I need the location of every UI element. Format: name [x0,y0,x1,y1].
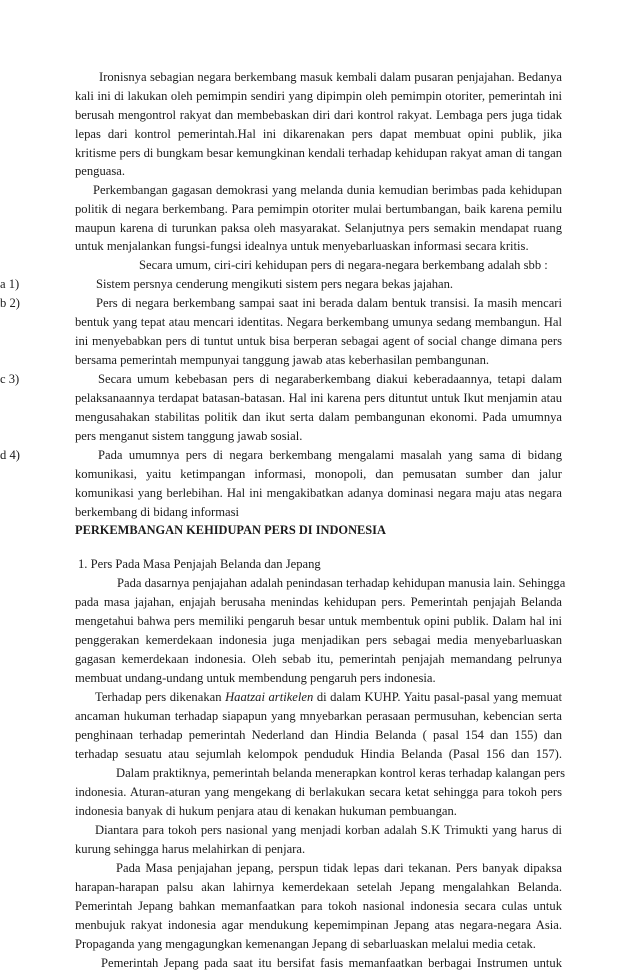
paragraph-line: ancaman hukuman terhadap siapapun yang mnyebarkan perasaan permusuhan, kebencian serta [75,709,562,723]
paragraph-line: penguasa. [75,164,126,178]
list-item-line: bersama pemerintah mempunyai tanggung jawab atas keberhasilan pembangunan. [75,353,490,367]
list-marker-a: a 1) [0,277,20,291]
italic-term: Haatzai artikelen [225,690,314,704]
paragraph-line: kritisme pers di bungkam besar kemungkinan kendali terhadap kehidupan rakyat aman di tangan [75,146,562,160]
paragraph-line: mengetahui bahwa pers memiliki pengaruh besar untuk membentuk opini publik. Dalam hal ini [75,614,562,628]
paragraph-line: lepas dari kontrol pemerintah.Hal ini dikarenakan pers dapat membuat opini publik, jika [75,127,562,141]
list-item-line: Pada umumnya pers di negara berkembang mengalami masalah yang sama di bidang [98,448,562,462]
paragraph-line: harapan-harapan palsu akan lahirnya kemerdekaan setelah Jepang mengalahkan Belanda. [75,880,562,894]
list-item-line: Pers di negara berkembang sampai saat ini berada dalam bentuk transisi. Ia masih mencari [96,296,562,310]
list-item-line: komunikasi yang berlebihan. Hal ini mengakibatkan adanya dominasi negara maju atas negara [75,486,562,500]
list-item-line: ini menyebabkan pers di tuntut untuk bisa berperan sebagai agent of social change dimana pers [75,334,562,348]
paragraph-line: politik di negara berkembang. Para pemimpin otoriter mulai bertumbangan, baik karena pemilu [75,202,562,216]
list-item-line: mengusahakan stabilitas politik dan ikut serta dalam pembangunan ekonomi. Pada umumnya [75,410,562,424]
text-segment: di dalam KUHP. Yaitu pasal-pasal yang memuat [313,690,562,704]
paragraph-line: Dalam praktiknya, pemerintah belanda menerapkan kontrol keras terhadap kalangan pers [116,766,565,780]
list-marker-b: b 2) [0,296,20,310]
paragraph-line: indonesia. Aturan-aturan yang mengekang di berlakukan secara ketat sehingga para tokoh pers [75,785,562,799]
paragraph-line: kali ini di lakukan oleh pemimpin sendiri yang dipimpin oleh pemimpin otoriter, pemerintah ini [75,89,562,103]
paragraph-line: pada masa jajahan, enjajah berusaha menindas kehidupan pers. Pemerintah penjajah Belanda [75,595,562,609]
paragraph-line: Pemerintah Jepang bahkan memanfaatkan para tokoh nasional indonesia secara culas untuk [75,899,562,913]
paragraph-line: gagasan kemerdekaan indonesia. Oleh sebab itu, pemerintah penjajah memandang pelrunya [75,652,562,666]
paragraph-line: menbujuk rakyat indonesia agar mendukung kepemimpinan Jepang atas negara-negara Asia. [75,918,562,932]
paragraph-line: Pada dasarnya penjajahan adalah penindasan terhadap kehidupan manusia lain. Sehingga [117,576,566,590]
paragraph-line: terhadap sesuatu atau sejumlah kelompok penduduk Hindia Belanda (Pasal 156 dan 157). [75,747,562,761]
paragraph-line: kurung sehingga harus melahirkan di penjara. [75,842,306,856]
list-item-line: berkembang di bidang informasi [75,505,240,519]
list-marker-c: c 3) [0,372,20,386]
text-segment: Terhadap pers dikenakan [95,690,226,704]
paragraph-line: Perkembangan gagasan demokrasi yang melanda dunia kemudian berimbas pada kehidupan [93,183,562,197]
paragraph-line: penghinaan terhadap pemerintah Nederland dan Hindia Belanda ( pasal 154 dan 155) dan [75,728,562,742]
paragraph-line: Diantara para tokoh pers nasional yang menjadi korban adalah S.K Trimukti yang harus di [95,823,562,837]
list-marker-d: d 4) [0,448,20,462]
paragraph-line: Pemerintah Jepang pada saat itu bersifat fasis memanfaatkan berbagai Instrumen untuk [101,956,562,970]
list-item-line: bentuk yang tepat atau mencari identitas. Negara berkembang umunya sedang membangun. Hal [75,315,562,329]
list-item-line: pelaksanaannya terdapat batasan-batasan. Hal ini karena pers dituntut untuk Ikut menjamin atau [75,391,562,405]
subsection-heading: 1. Pers Pada Masa Penjajah Belanda dan Jepang [78,557,321,571]
paragraph-line [75,688,562,706]
paragraph-line: penggerakan kemerdekaan indonesia juga menjadikan pers sebagai media menyebarluaskan [75,633,562,647]
list-item-line: komunikasi, yaitu ketimpangan informasi, monopoli, dan pemusatan sumber dan jalur [75,467,562,481]
paragraph-line: Pada Masa penjajahan jepang, perspun tidak lepas dari tekanan. Pers banyak dipaksa [116,861,562,875]
paragraph-line: membuat undang-undang untuk membendung pengaruh pers indonesia. [75,671,436,685]
list-item-line: pers menganut sistem tanggung jawab sosial. [75,429,303,443]
paragraph-line: maupun karena di turunkan paksa oleh masyarakat. Selanjutnya pers semakin mendapat ruang [75,221,562,235]
paragraph-line: Ironisnya sebagian negara berkembang masuk kembali dalam pusaran penjajahan. Bedanya [99,70,562,84]
paragraph-line: berusah mengontrol rakyat dan membebaskan diri dari kontrol rakyat. Lembaga pers juga tidak [75,108,562,122]
paragraph-line: untuk menjalankan fungsi-fungsi idealnya untuk menyebarluaskan informasi secara kritis. [75,239,529,253]
list-item-line: Secara umum kebebasan pers di negaraberkembang diakui keberadaannya, tetapi dalam [98,372,562,386]
section-heading: PERKEMBANGAN KEHIDUPAN PERS DI INDONESIA [75,523,386,537]
paragraph-line: Propaganda yang mengagungkan kemenangan Jepang di sebarluaskan melalui media cetak. [75,937,536,951]
paragraph-line: Secara umum, ciri-ciri kehidupan pers di negara-negara berkembang adalah sbb : [139,258,548,272]
list-item-line: Sistem persnya cenderung mengikuti sistem pers negara bekas jajahan. [96,277,454,291]
paragraph-line: indonesia banyak di hukum penjara atau di kenakan hukuman pembuangan. [75,804,457,818]
